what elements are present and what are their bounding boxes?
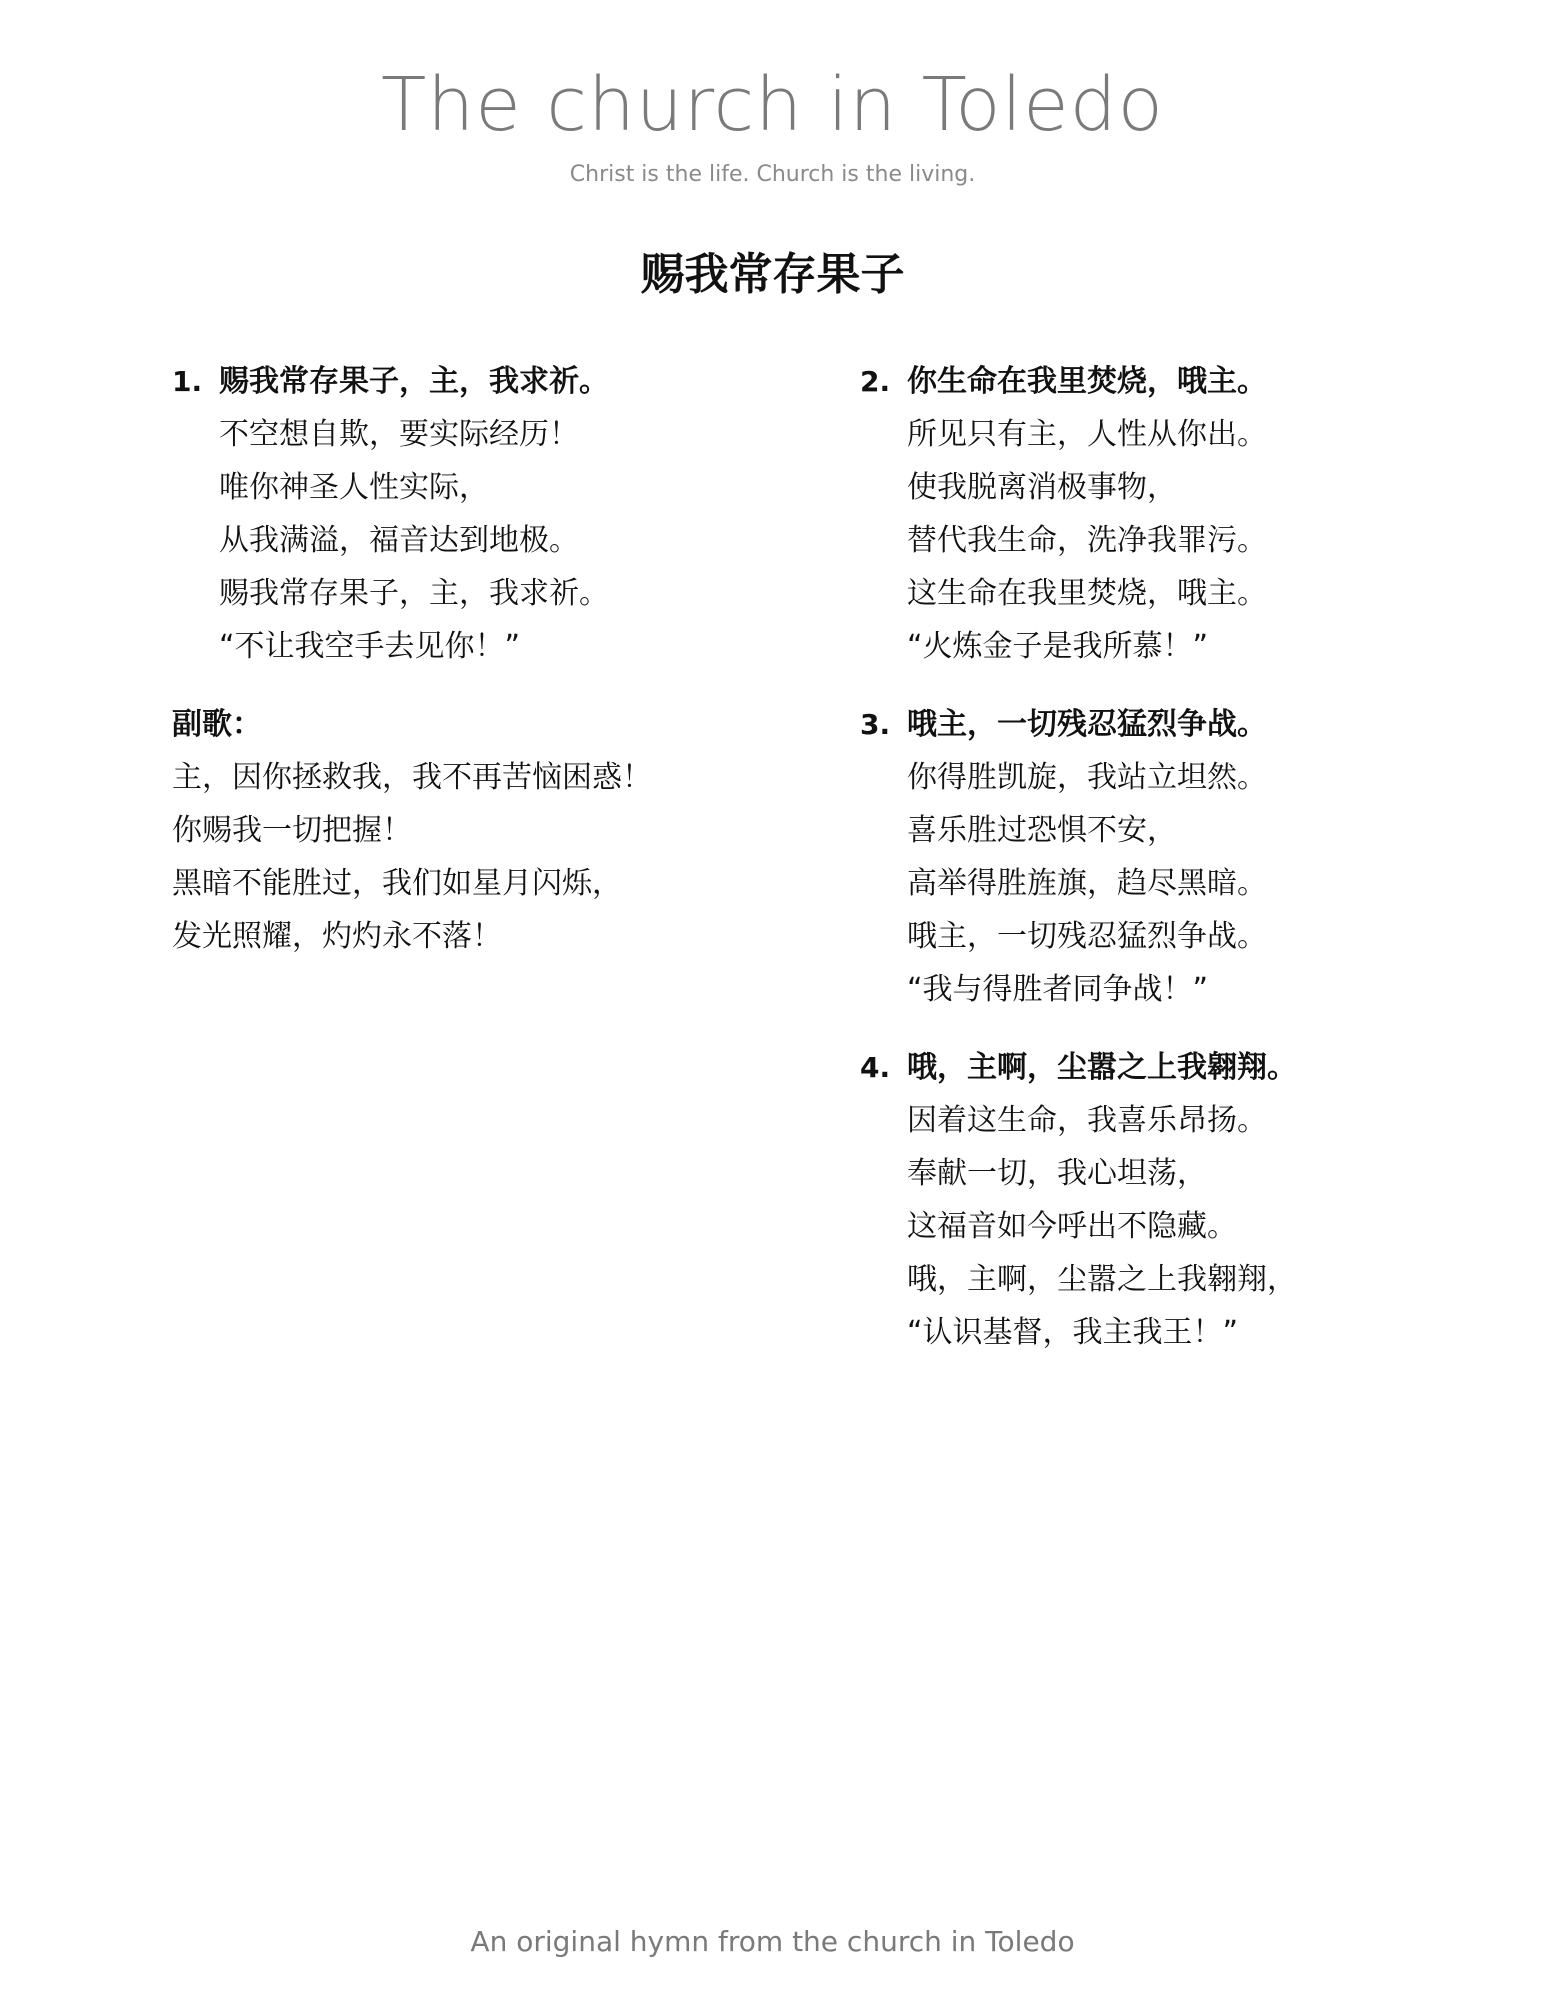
stanza-number: 2. [860,365,891,398]
chorus-line: 发光照耀，灼灼永不落！ [172,919,502,954]
stanza-line: “不让我空手去见你！” [219,629,521,664]
church-tagline: Christ is the life. Church is the living. [569,162,976,187]
stanza-lines [907,1041,1500,1359]
stanza-lines [219,355,812,673]
footer-note: An original hymn from the church in Toledo [470,1925,1075,1958]
chorus-line: 主，因你拯救我，我不再苦恼困惑！ [172,760,652,795]
stanza-number: 3. [860,708,891,741]
stanza-line: “认识基督，我主我王！” [907,1315,1239,1350]
stanza-line: 使我脱离消极事物， [907,470,1177,505]
stanza-line: 奉献一切，我心坦荡， [907,1156,1207,1191]
stanza-number: 4. [860,1051,891,1084]
stanza-line: “我与得胜者同争战！” [907,972,1209,1007]
stanza-3 [860,698,1500,1016]
chorus-label: 副歌： [172,707,262,742]
chorus [172,698,812,963]
stanza-line: 你得胜凯旋，我站立坦然。 [907,760,1267,795]
stanza-line: 哦，主啊，尘嚣之上我翱翔。 [907,1050,1297,1085]
stanza-line: 替代我生命，洗净我罪污。 [907,523,1267,558]
stanza-line: 因着这生命，我喜乐昂扬。 [907,1103,1267,1138]
stanza-lines [907,355,1500,673]
right-column [860,355,1500,1384]
stanza-line: 喜乐胜过恐惧不安， [907,813,1177,848]
stanza-line: 哦，主啊，尘嚣之上我翱翔， [907,1262,1297,1297]
stanza-line: 这福音如今呼出不隐藏。 [907,1209,1237,1244]
stanza-line: 你生命在我里焚烧，哦主。 [907,364,1267,399]
chorus-line: 黑暗不能胜过，我们如星月闪烁， [172,866,622,901]
stanza-line: 高举得胜旌旗，趋尽黑暗。 [907,866,1267,901]
stanza-lines [907,698,1500,1016]
stanza-4 [860,1041,1500,1359]
stanza-number: 1. [172,365,203,398]
stanza-line: 所见只有主，人性从你出。 [907,417,1267,452]
stanza-2 [860,355,1500,673]
left-column [172,355,812,963]
chorus-line: 你赐我一切把握！ [172,813,412,848]
stanza-line: 哦主，一切残忍猛烈争战。 [907,919,1267,954]
stanza-line: 这生命在我里焚烧，哦主。 [907,576,1267,611]
stanza-line: 不空想自欺，要实际经历！ [219,417,579,452]
hymn-title: 赐我常存果子 [640,249,905,300]
stanza-line: 从我满溢，福音达到地极。 [219,523,579,558]
stanza-line: 哦主，一切残忍猛烈争战。 [907,707,1267,742]
church-name-title: The church in Toledo [381,62,1164,148]
stanza-line: “火炼金子是我所慕！” [907,629,1209,664]
stanza-line: 赐我常存果子，主，我求祈。 [219,364,609,399]
stanza-line: 唯你神圣人性实际， [219,470,489,505]
stanza-1 [172,355,812,673]
stanza-line: 赐我常存果子，主，我求祈。 [219,576,609,611]
